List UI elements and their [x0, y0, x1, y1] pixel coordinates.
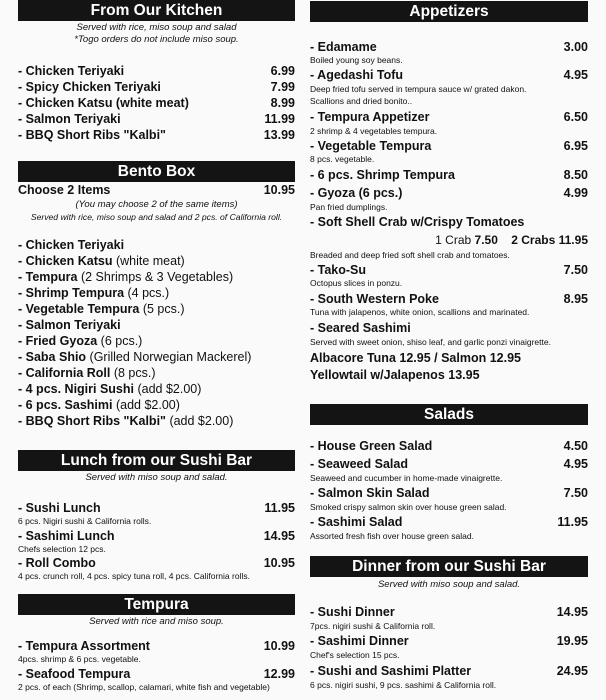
menu-item: - Vegetable Tempura 6.95: [310, 139, 588, 153]
salads-section: [310, 404, 588, 541]
menu-item: - Roll Combo 10.95: [18, 556, 295, 570]
bento-item: - Tempura (2 Shrimps & 3 Vegetables): [18, 270, 234, 284]
bento-served-note: Served with rice, miso soup and salad and 2 pcs. of California roll.: [30, 212, 283, 222]
seared-sashimi-options: Yellowtail w/Jalapenos 13.95: [310, 368, 480, 382]
tempura-subtitle: Served with rice and miso soup.: [89, 616, 224, 627]
item-description: Seaweed and cucumber in home-made vinaigrette.: [310, 473, 503, 483]
bento-section: [18, 161, 295, 428]
menu-item: - Chicken Teriyaki 6.99: [18, 64, 295, 78]
lunch-subtitle: Served with miso soup and salad.: [85, 472, 228, 483]
menu-item: - Tako-Su 7.50: [310, 263, 588, 277]
kitchen-subtitle: Served with rice, miso soup and salad: [76, 22, 237, 33]
menu-item: - Agedashi Tofu 4.95: [310, 68, 588, 82]
menu-item: - Tempura Appetizer 6.50: [310, 110, 588, 124]
item-description: 6 pcs. nigiri sushi, 9 pcs. sashimi & California roll.: [310, 680, 497, 690]
item-description: Pan fried dumplings.: [310, 202, 388, 212]
dinner-subtitle: Served with miso soup and salad.: [377, 579, 521, 590]
menu-item: - Sushi Dinner 14.95: [310, 605, 588, 619]
bento-note: (You may choose 2 of the same items): [75, 199, 238, 210]
item-description: Boiled young soy beans.: [310, 55, 403, 65]
menu-item: - Sashimi Salad 11.95: [310, 515, 588, 529]
menu-item: - House Green Salad 4.50: [310, 439, 588, 453]
item-description: Chefs selection 12 pcs.: [18, 544, 106, 554]
menu-item: - Seared Sashimi: [310, 321, 411, 335]
menu-item: - Seafood Tempura 12.99: [18, 667, 295, 681]
item-description: Scallions and dried bonito..: [310, 96, 413, 106]
bento-item: - Vegetable Tempura (5 pcs.): [18, 302, 185, 316]
bento-item: - Shrimp Tempura (4 pcs.): [18, 286, 170, 300]
item-description: Served with sweet onion, shiso leaf, and garlic ponzi vinaigrette.: [310, 337, 551, 347]
item-description: 6 pcs. Nigiri sushi & California rolls.: [18, 516, 152, 526]
bento-item: - Fried Gyoza (6 pcs.): [18, 334, 143, 348]
menu-item: - Sushi Lunch 11.95: [18, 501, 295, 515]
item-description: 2 pcs. of each (Shrimp, scallop, calamari, white fish and vegetable): [18, 682, 270, 692]
menu-item: - Tempura Assortment 10.99: [18, 639, 295, 653]
appetizers-section: [310, 1, 588, 382]
tempura-header: Tempura: [18, 594, 295, 615]
item-description: Assorted fresh fish over house green salad.: [310, 531, 474, 541]
crab-price-options: 1 Crab 7.50 2 Crabs 11.95: [435, 233, 588, 247]
kitchen-section: [18, 0, 295, 142]
menu-item: - Edamame 3.00: [310, 40, 588, 54]
menu-item: - 6 pcs. Shrimp Tempura 8.50: [310, 168, 588, 182]
item-description: 7pcs. nigiri sushi & California roll.: [310, 621, 436, 631]
kitchen-note: *Togo orders do not include miso soup.: [74, 34, 239, 45]
bento-item: - California Roll (8 pcs.): [18, 366, 156, 380]
item-description: 4pcs. shrimp & 6 pcs. vegetable.: [18, 654, 141, 664]
lunch-header: Lunch from our Sushi Bar: [18, 450, 295, 471]
item-description: 4 pcs. crunch roll, 4 pcs. spicy tuna roll, 4 pcs. California rolls.: [18, 571, 250, 581]
item-description: 8 pcs. vegetable.: [310, 154, 375, 164]
bento-item: - 4 pcs. Nigiri Sushi (add $2.00): [18, 382, 202, 396]
bento-item: - Salmon Teriyaki: [18, 318, 121, 332]
menu-item: - Salmon Teriyaki 11.99: [18, 112, 295, 126]
bento-item: - Chicken Katsu (white meat): [18, 254, 185, 268]
dinner-header: Dinner from our Sushi Bar: [310, 556, 588, 577]
item-description: 2 shrimp & 4 vegetables tempura.: [310, 126, 438, 136]
tempura-section: [18, 594, 295, 692]
item-description: Tuna with jalapenos, white onion, scallions and marinated.: [310, 307, 530, 317]
seared-sashimi-options: Albacore Tuna 12.95 / Salmon 12.95: [310, 351, 521, 365]
menu-item: - Chicken Katsu (white meat) 8.99: [18, 96, 295, 110]
bento-item: - BBQ Short Ribs "Kalbi" (add $2.00): [18, 414, 234, 428]
menu-item: - Seaweed Salad 4.95: [310, 457, 588, 471]
item-description: Smoked crispy salmon skin over house green salad.: [310, 502, 507, 512]
menu-item: - Sushi and Sashimi Platter 24.95: [310, 664, 588, 678]
dinner-section: [310, 556, 588, 690]
menu-item: - Spicy Chicken Teriyaki 7.99: [18, 80, 295, 94]
menu-item: - Gyoza (6 pcs.) 4.99: [310, 186, 588, 200]
item-description: Deep fried tofu served in tempura sauce w/ grated dakon.: [310, 84, 527, 94]
bento-choose-row: Choose 2 Items 10.95: [18, 183, 295, 197]
bento-item: - 6 pcs. Sashimi (add $2.00): [18, 398, 180, 412]
bento-header: Bento Box: [18, 161, 295, 182]
item-description: Chef's selection 15 pcs.: [310, 650, 400, 660]
appetizers-header: Appetizers: [310, 1, 588, 22]
menu-item: - Salmon Skin Salad 7.50: [310, 486, 588, 500]
bento-item: - Saba Shio (Grilled Norwegian Mackerel): [18, 350, 252, 364]
menu-item: - Sashimi Dinner 19.95: [310, 634, 588, 648]
menu-item: - BBQ Short Ribs "Kalbi" 13.99: [18, 128, 295, 142]
menu-item: - Soft Shell Crab w/Crispy Tomatoes: [310, 215, 525, 229]
item-description: Breaded and deep fried soft shell crab and tomatoes.: [310, 250, 510, 260]
item-description: Octopus slices in ponzu.: [310, 278, 403, 288]
lunch-section: [18, 450, 295, 581]
bento-item: - Chicken Teriyaki: [18, 238, 125, 252]
menu-item: - Sashimi Lunch 14.95: [18, 529, 295, 543]
menu-item: - South Western Poke 8.95: [310, 292, 588, 306]
salads-header: Salads: [310, 404, 588, 425]
kitchen-header: From Our Kitchen: [18, 0, 295, 21]
